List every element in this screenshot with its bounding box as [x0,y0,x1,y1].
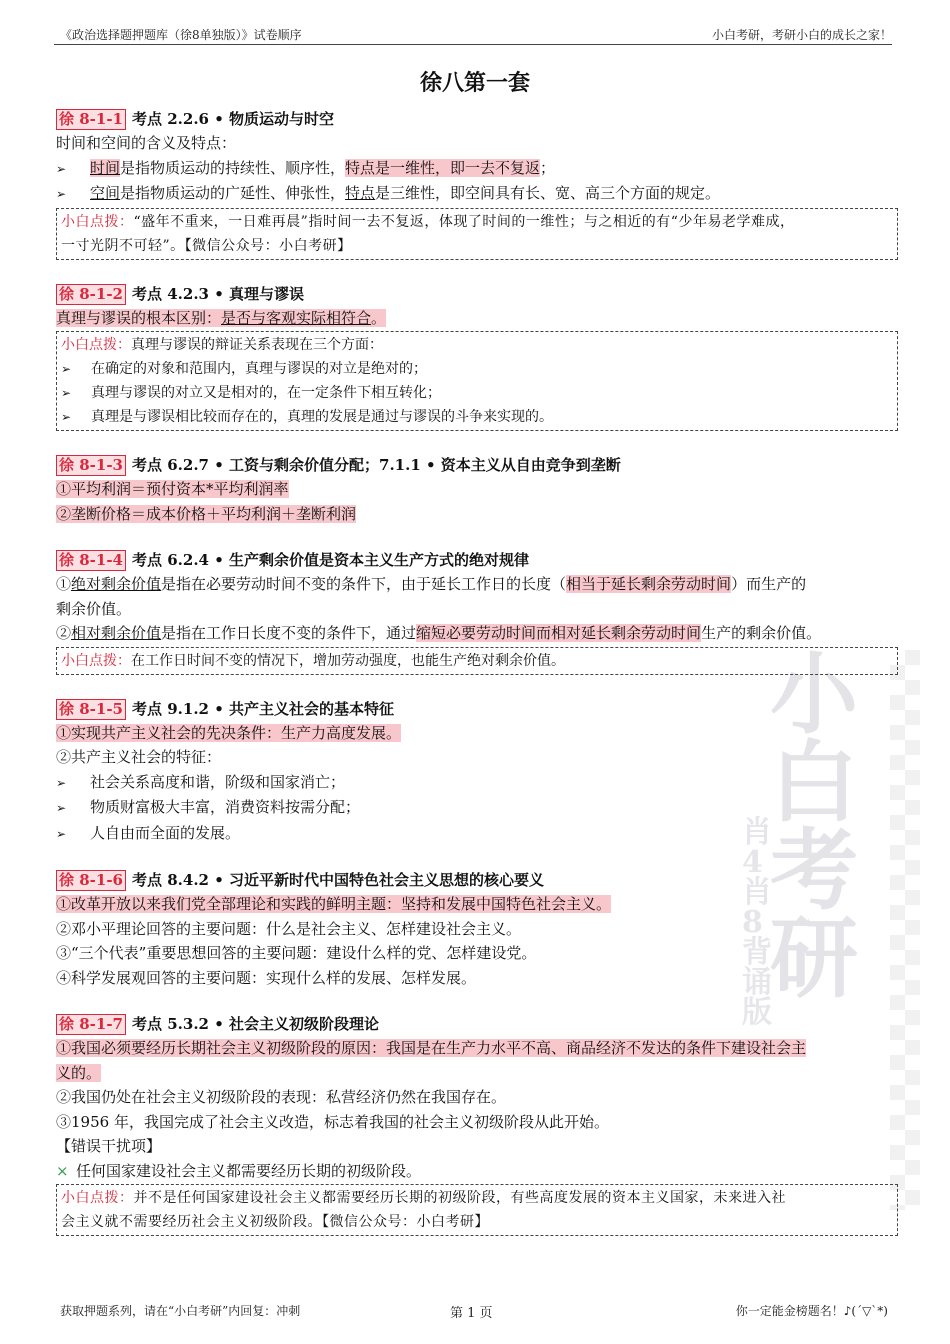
page-header [54,22,892,45]
text-line: 时间和空间的含义及特点： [56,134,237,152]
header-left-text: 《政治选择题押题库（徐8单独版）》试卷顺序 [60,28,302,42]
question-section [56,282,898,432]
text-line: 剩余价值。 [56,599,132,618]
question-title: 考点 5.3.2 • 社会主义初级阶段理论 [132,1015,380,1033]
question-section [56,697,898,847]
bullet-line: ➢ 人自由而全面的发展。 [56,821,898,847]
arrow-bullet-icon: ➢ [61,386,72,400]
content [56,107,898,1258]
question-title: 考点 9.1.2 • 共产主义社会的基本特征 [132,699,395,718]
question-title: 考点 6.2.7 • 工资与剩余价值分配；7.1.1 • 资本主义从自由竞争到垄断 [132,456,621,474]
arrow-bullet-icon: ➢ [61,362,72,376]
arrow-bullet-icon: ➢ [56,187,67,201]
question-heading [56,453,898,477]
question-heading [56,282,898,306]
text-line: ①平均利润＝预付资本*平均利润率 [56,480,289,498]
text-line: ②我国仍处在社会主义初级阶段的表现：私营经济仍然在我国存在。 [56,1088,507,1106]
text-line: ③1956 年，我国完成了社会主义改造，标志着我国的社会主义初级阶段从此开始。 [56,1112,609,1131]
arrow-bullet-icon: ➢ [56,801,67,815]
bullet-line: ➢ 空间是指物质运动的广延性、伸张性，特点是三维性，即空间具有长、宽、高三个方面的规定。 [56,181,898,207]
tip-label: 小白点拨： [61,652,131,669]
tip-box: 小白点拨：真理与谬误的辩证关系表现在三个方面： ➢ 在确定的对象和范围内，真理与谬误的对立是绝对的； ➢ 真理与谬误的对立又是相对的，在一定条件下相互转化； ➢ 真理是与谬误相比较而存在的，真理的发展是通过与谬误的斗争来实现的。 [56,331,898,431]
wrong-options-heading: 【错误干扰项】 [56,1137,162,1155]
arrow-bullet-icon: ➢ [56,161,67,176]
arrow-bullet-icon: ➢ [61,410,72,424]
arrow-bullet-icon: ➢ [56,826,67,841]
text-line: 真理与谬误的根本区别：是否与客观实际相符合。 [56,308,387,327]
question-heading [56,868,898,892]
text-line: ②相对剩余价值是指在工作日长度不变的条件下，通过缩短必要劳动时间而相对延长剩余劳动时间生产的剩余价值。 [56,624,822,642]
question-section [56,548,898,675]
text-line: ①改革开放以来我们党全部理论和实践的鲜明主题：坚持和发展中国特色社会主义。 [56,895,612,913]
question-heading [56,548,898,572]
question-tag: 徐 8-1-7 [56,1014,126,1035]
watermark-main: 小白考研 [770,642,859,1010]
footer-right-text: 你一定能金榜题名！♪(´▽`*) [735,1304,888,1318]
question-title: 考点 4.2.3 • 真理与谬误 [132,284,305,303]
page-title: 徐八第一套 [419,71,530,96]
question-section [56,1012,898,1236]
question-tag: 徐 8-1-4 [56,550,126,571]
question-section [56,868,898,990]
text-line: ②邓小平理论回答的主要问题：什么是社会主义、怎样建设社会主义。 [56,919,522,938]
tip-label: 小白点拨： [61,213,134,230]
wrong-option-line: × 任何国家建设社会主义都需要经历长期的初级阶段。 [56,1159,898,1184]
question-tag: 徐 8-1-2 [56,284,126,305]
question-section [56,107,898,260]
question-tag: 徐 8-1-3 [56,455,126,476]
question-tag: 徐 8-1-5 [56,699,126,720]
question-tag: 徐 8-1-6 [56,870,126,891]
text-line: ①我国必须要经历长期社会主义初级阶段的原因：我国是在生产力水平不高、商品经济不发达的条件下建设社会主 [56,1039,807,1057]
question-title: 考点 6.2.4 • 生产剩余价值是资本主义生产方式的绝对规律 [132,551,530,569]
text-line: ②共产主义社会的特征： [56,748,222,766]
tip-box: 小白点拨：“盛年不重来，一日难再晨”指时间一去不复返，体现了时间的一维性；与之相近的有“少年易老学难成， 一寸光阴不可轻”。【微信公众号：小白考研】 [56,208,898,260]
question-tag: 徐 8-1-1 [56,109,126,130]
bullet-line: ➢ 社会关系高度和谐，阶级和国家消亡； [56,770,898,796]
bullet-line: ➢ 时间是指物质运动的持续性、顺序性，特点是一维性，即一去不复返； [56,156,898,182]
text-line: ②垄断价格＝成本价格＋平均利润＋垄断利润 [56,504,357,523]
bullet-line: ➢ 物质财富极大丰富，消费资料按需分配； [56,795,898,821]
footer-left-text: 获取押题系列，请在“小白考研”内回复：冲刺 [60,1304,301,1318]
tip-label: 小白点拨： [61,1190,134,1206]
text-line: ③“三个代表”重要思想回答的主要问题：建设什么样的党、怎样建设党。 [56,944,537,962]
question-section [56,453,898,526]
question-title: 考点 2.2.6 • 物质运动与时空 [132,110,335,128]
question-heading [56,1012,898,1036]
tip-box: 小白点拨：在工作日时间不变的情况下，增加劳动强度，也能生产绝对剩余价值。 [56,647,898,675]
header-right-text: 小白考研，考研小白的成长之家！ [711,28,892,42]
text-line: ①绝对剩余价值是指在必要劳动时间不变的条件下，由于延长工作日的长度（相当于延长剩余劳动时间）而生产的 [56,575,807,593]
arrow-bullet-icon: ➢ [56,775,67,790]
watermark-sub: 肖4肖8背诵版 [742,815,772,1030]
text-line: ①实现共产主义社会的先决条件：生产力高度发展。 [56,723,402,742]
question-title: 考点 8.4.2 • 习近平新时代中国特色社会主义思想的核心要义 [132,871,545,889]
text-line: 义的。 [56,1063,102,1082]
page-number: 第 1 页 [450,1306,493,1321]
question-heading [56,697,898,721]
text-line: ④科学发展观回答的主要问题：实现什么样的发展、怎样发展。 [56,968,477,987]
tip-box: 小白点拨：并不是任何国家建设社会主义都需要经历长期的初级阶段，有些高度发展的资本主义国家，未来进入社 会主义就不需要经历社会主义初级阶段。【微信公众号：小白考研】 [56,1184,898,1236]
question-heading [56,107,898,131]
tip-label: 小白点拨： [61,337,131,353]
cross-mark-icon: × [56,1161,69,1180]
